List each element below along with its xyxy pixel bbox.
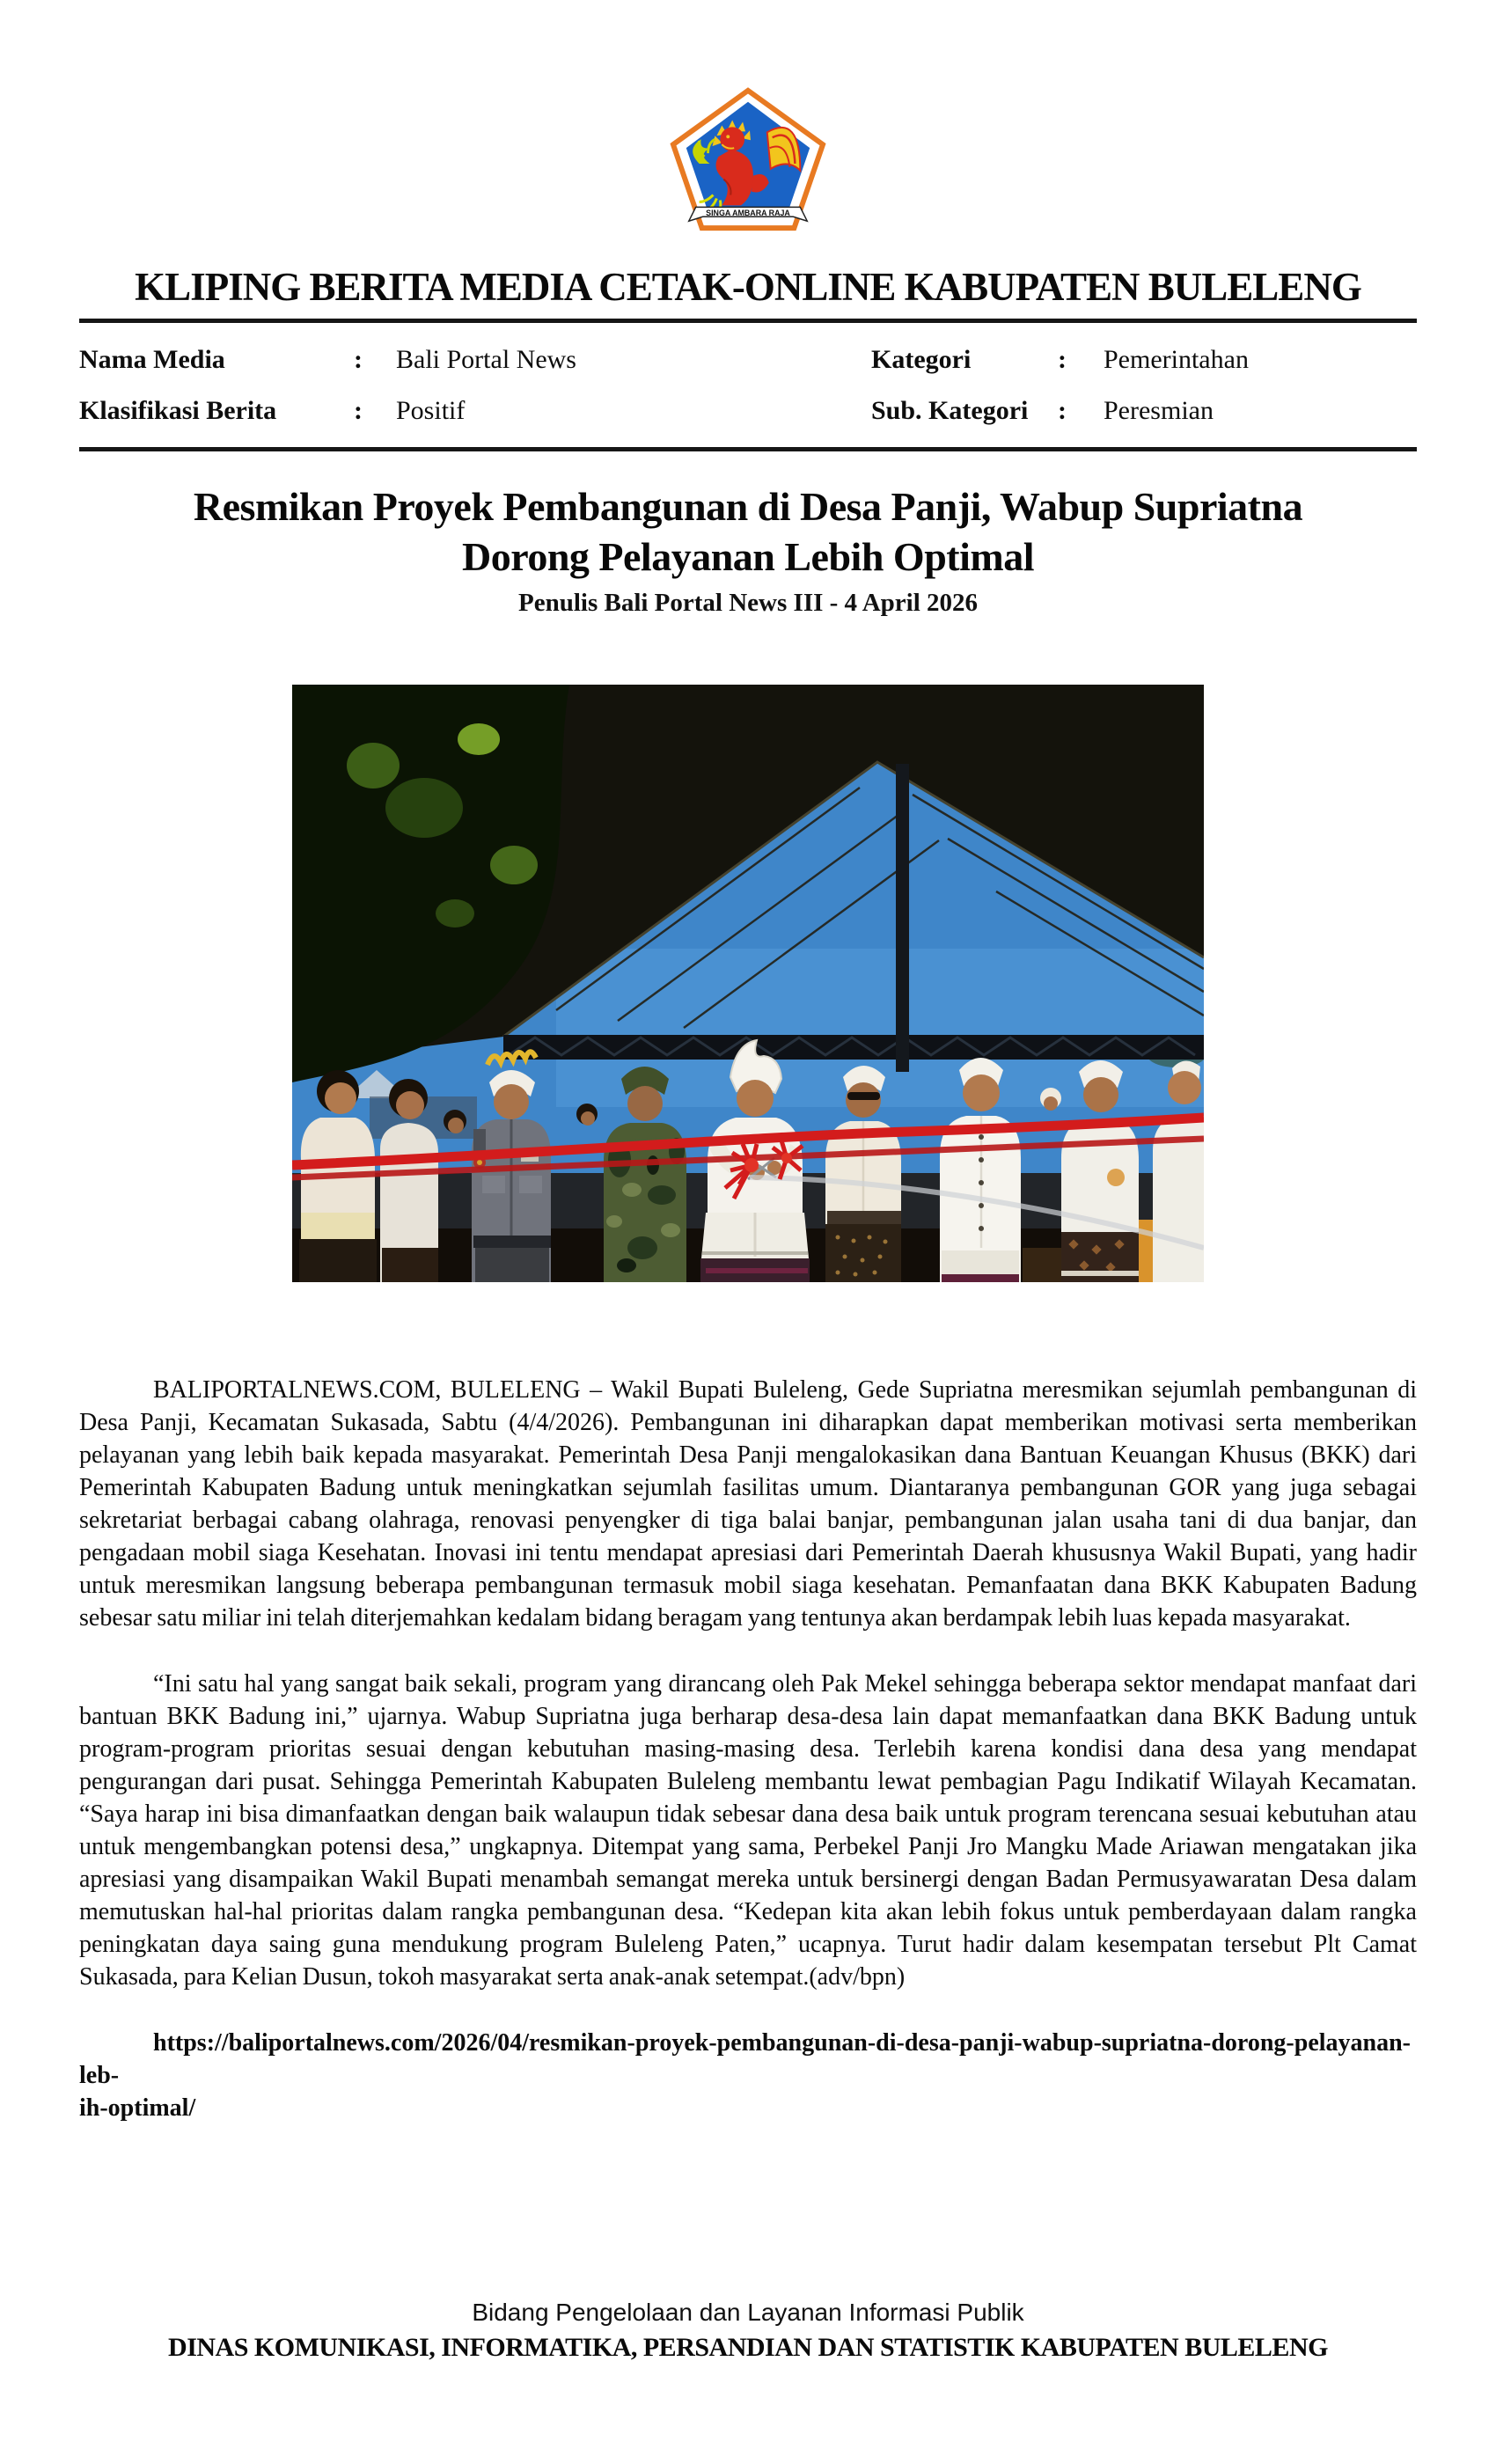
article-source-url[interactable] [79,2027,1417,2124]
url-line-2: ih-optimal/ [79,2094,196,2122]
meta-table [79,323,1417,447]
paragraph-1: BALIPORTALNEWS.COM, BULELENG – Wakil Bupati Buleleng, Gede Supriatna meresmikan sejumlah pembangunan di Desa Panji, Kecamatan Sukasada, Sabtu (4/4/2026). Pembangunan ini diharapkan dapat memberikan motivasi serta memberikan pelayanan yang lebih baik kepada masyarakat. Pemerintah Desa Panji mengalokasikan dana Bantuan Keuangan Khusus (BKK) dari Pemerintah Kabupaten Badung untuk meningkatkan sejumlah fasilitas umum. Diantaranya pembangunan GOR yang juga sebagai sekretariat berbagai cabang olahraga, renovasi penyengker di tiga balai banjar, pembangunan jalan usaha tani di dua banjar, dan pengadaan mobil siaga Kesehatan. Inovasi ini tentu mendapat apresiasi dari Pemerintah Daerah khususnya Wakil Bupati, yang hadir untuk meresmikan langsung beberapa pembangunan termasuk mobil siaga kesehatan. Pemanfaatan dana BKK Kabupaten Badung sebesar satu miliar ini telah diterjemahkan kedalam bidang beragam yang tentunya akan berdampak lebih luas kepada masyarakat. [79,1375,1417,1632]
meta-label-nama-media: Nama Media [79,344,225,374]
footer-division: Bidang Pengelolaan dan Layanan Informasi Publik [472,2299,1024,2326]
article-title: Resmikan Proyek Pembangunan di Desa Panji, Wabup Supriatna Dorong Pelayanan Lebih Optimal [193,483,1303,579]
logo-motto-text: SINGA AMBARA RAJA [706,208,790,217]
meta-colon: : [1058,344,1067,374]
divider-bottom [79,447,1417,451]
crest-icon [670,86,826,234]
meta-value-nama-media: Bali Portal News [396,344,576,374]
meta-colon: : [1058,395,1067,425]
meta-value-klasifikasi: Positif [396,395,466,425]
page-footer [0,2299,1496,2363]
article-body [79,1374,1417,2124]
article-byline: Penulis Bali Portal News III - 4 April 2026 [517,588,978,617]
meta-colon: : [354,344,363,374]
meta-label-kategori: Kategori [871,344,972,374]
meta-label-sub-kategori: Sub. Kategori [871,395,1029,425]
meta-colon: : [354,395,363,425]
meta-value-kategori: Pemerintahan [1104,344,1249,374]
url-line-1: https://baliportalnews.com/2026/04/resmikan-proyek-pembangunan-di-desa-panji-wabup-supriatna-dorong-pelayanan-leb- [79,2028,1411,2089]
page-title: KLIPING BERITA MEDIA CETAK-ONLINE KABUPATEN BULELENG [135,265,1361,309]
footer-agency: DINAS KOMUNIKASI, INFORMATIKA, PERSANDIAN DAN STATISTIK KABUPATEN BULELENG [168,2333,1328,2362]
paragraph-2: “Ini satu hal yang sangat baik sekali, program yang dirancang oleh Pak Mekel sehingga beberapa sektor mendapat manfaat dari bantuan BKK Badung ini,” ujarnya. Wabup Supriatna juga berharap desa-desa lain dapat memanfaatkan dana BKK Badung untuk program-program prioritas sesuai dengan kebutuhan masing-masing desa. Terlebih karena kondisi dana desa yang mendapat pengurangan dari pusat. Sehingga Pemerintah Kabupaten Buleleng membantu lewat pembagian Pagu Indikatif Wilayah Kecamatan. “Saya harap ini bisa dimanfaatkan dengan baik walaupun tidak sebesar dana desa baik untuk program terencana sesuai kebutuhan atau untuk mengembangkan potensi desa,” ungkapnya. Ditempat yang sama, Perbekel Panji Jro Mangku Made Ariawan mengatakan jika apresiasi yang disampaikan Wakil Bupati menambah semangat mereka untuk bersinergi dengan Badan Permusyawaratan Desa dalam memutuskan hal-hal prioritas dalam rangka pembangunan desa. “Kedepan kita akan lebih fokus untuk pemberdayaan dalam rangka peningkatan daya saing guna mendukung program Buleleng Paten,” ucapnya. Turut hadir dalam kesempatan tersebut Plt Camat Sukasada, para Kelian Dusun, tokoh masyarakat serta anak-anak setempat.(adv/bpn) [79,1669,1417,1991]
article-photo [292,685,1204,1282]
meta-label-klasifikasi: Klasifikasi Berita [79,395,277,425]
buleleng-crest-logo [670,86,826,238]
photo-scene [292,685,1204,1282]
meta-value-sub-kategori: Peresmian [1104,395,1214,425]
